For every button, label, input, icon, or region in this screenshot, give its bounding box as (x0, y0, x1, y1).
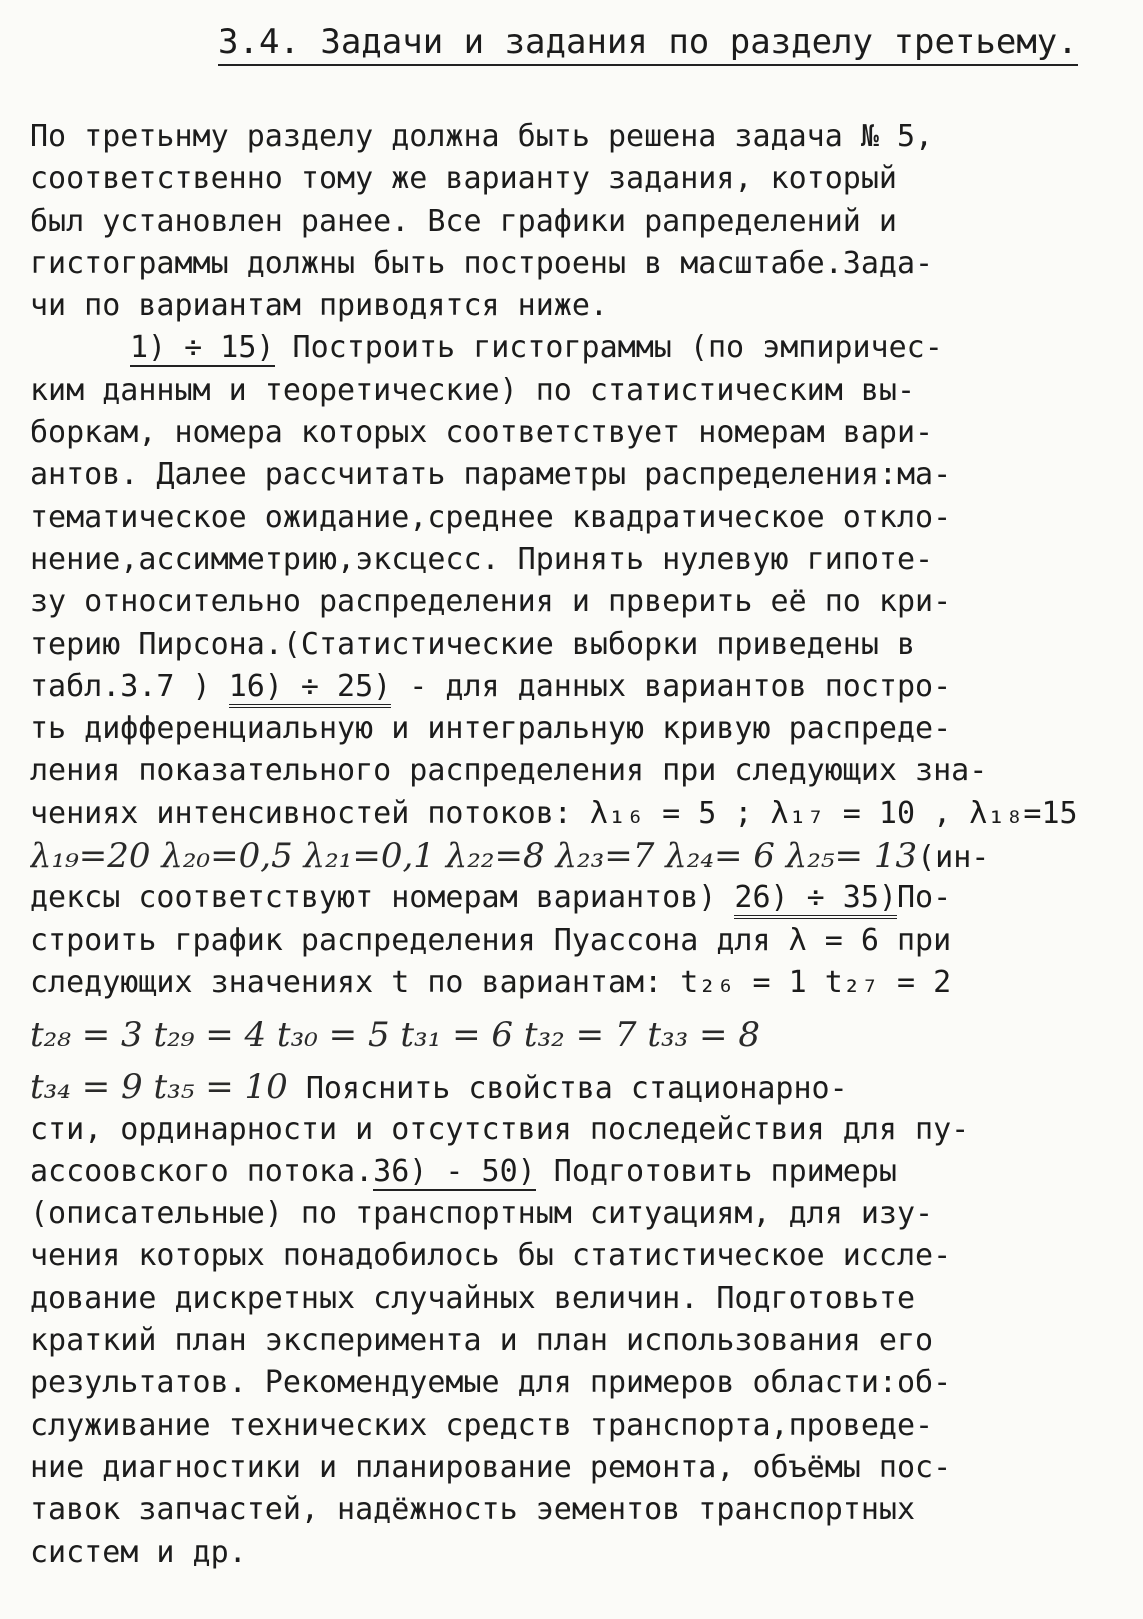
text-line: чениях интенсивностей потоков: λ₁₆ = 5 ; λ₁₇ = 10 , λ₁₈=15 (30, 795, 1078, 831)
text-line (30, 835, 1120, 877)
text-line: сти, ординарности и отсутствия последействия для пу- (30, 1111, 970, 1147)
text-span: Подготовить примеры (535, 1153, 897, 1189)
text-span: табл.3.7 ) (30, 668, 229, 704)
text-line: терию Пирсона.(Статистические выборки приведены в (30, 626, 916, 662)
handwritten-lambdas: λ₁₉=20 λ₂₀=0,5 λ₂₁=0,1 λ₂₂=8 λ₂₃=7 λ₂₄= 6 λ₂₅= 13 (30, 836, 918, 877)
text-line: чи по вариантам приводятся ниже. (30, 288, 608, 324)
text-line (30, 666, 1120, 708)
text-line: ть дифференциальную и интегральную кривую распреде- (30, 711, 952, 747)
text-line: был установлен ранее. Все графики рапределений и (30, 203, 897, 239)
task-range-ref: 16) ÷ 25) (229, 669, 392, 708)
task-range-ref: 1) ÷ 15) (130, 330, 275, 366)
text-line: строить график распределения Пуассона для λ = 6 при (30, 922, 952, 958)
text-span: ассоовского потока. (30, 1153, 374, 1189)
text-span: По- (896, 880, 952, 916)
text-line: систем и др. (30, 1534, 247, 1570)
task-range-ref: 26) ÷ 35) (734, 880, 897, 919)
text-line: ким данным и теоретические) по статистическим вы- (30, 372, 916, 408)
text-line: нение,ассимметрию,эксцесс. Принять нулевую гипоте- (30, 541, 934, 577)
task-range-ref: 36) - 50) (373, 1153, 536, 1189)
handwritten-t-values: t₂₈ = 3 t₂₉ = 4 t₃₀ = 5 t₃₁ = 6 t₃₂ = 7 t₃₃ = 8 (30, 1015, 760, 1056)
text-line: зу относительно распределения и прверить её по кри- (30, 584, 952, 620)
text-line: чения которых понадобилось бы статистическое иссле- (30, 1238, 952, 1274)
text-line: краткий план эксперимента и план использования его (30, 1323, 934, 1359)
text-line: результатов. Рекомендуемые для примеров области:об- (30, 1365, 952, 1401)
text-span: - для данных вариантов постро- (391, 668, 952, 704)
text-line: следующих значениях t по вариантам: t₂₆ = 1 t₂₇ = 2 (30, 964, 952, 1000)
text-line: соответственно тому же варианту задания, который (30, 161, 897, 197)
text-line: гистограммы должны быть построены в масштабе.Зада- (30, 245, 934, 281)
section-title: 3.4. Задачи и задания по разделу третьему. (218, 22, 1078, 66)
text-line: тематическое ожидание,среднее квадратическое откло- (30, 499, 952, 535)
text-span: (ин- (917, 840, 990, 876)
text-span: дексы соответствуют номерам вариантов) (30, 880, 735, 916)
text-line: тавок запчастей, надёжность эементов транспортных (30, 1492, 916, 1528)
text-line: ние диагностики и планирование ремонта, объёмы пос- (30, 1449, 952, 1485)
text-line (30, 1066, 1120, 1108)
text-line: По третьнму разделу должна быть решена задача № 5, (30, 119, 934, 154)
document-body (30, 116, 1120, 1574)
text-line: (описательные) по транспортным ситуациям, для изу- (30, 1196, 934, 1232)
handwritten-t-values: t₃₄ = 9 t₃₅ = 10 (30, 1067, 288, 1108)
text-line (30, 327, 1120, 369)
text-span: Пояснить свойства стационарно- (287, 1071, 848, 1107)
text-line: ления показательного распределения при следующих зна- (30, 753, 988, 789)
text-line (30, 1004, 1120, 1066)
text-span: Построить гистограммы (по эмпиричес- (274, 330, 943, 366)
text-line (30, 877, 1120, 919)
text-line: дование дискретных случайных величин. Подготовьте (30, 1280, 916, 1316)
text-line: служивание технических средств транспорта,проведе- (30, 1407, 934, 1443)
text-line (30, 1151, 1120, 1193)
text-line: антов. Далее рассчитать параметры распределения:ма- (30, 457, 952, 493)
text-line: боркам, номера которых соответствует номерам вари- (30, 415, 934, 451)
